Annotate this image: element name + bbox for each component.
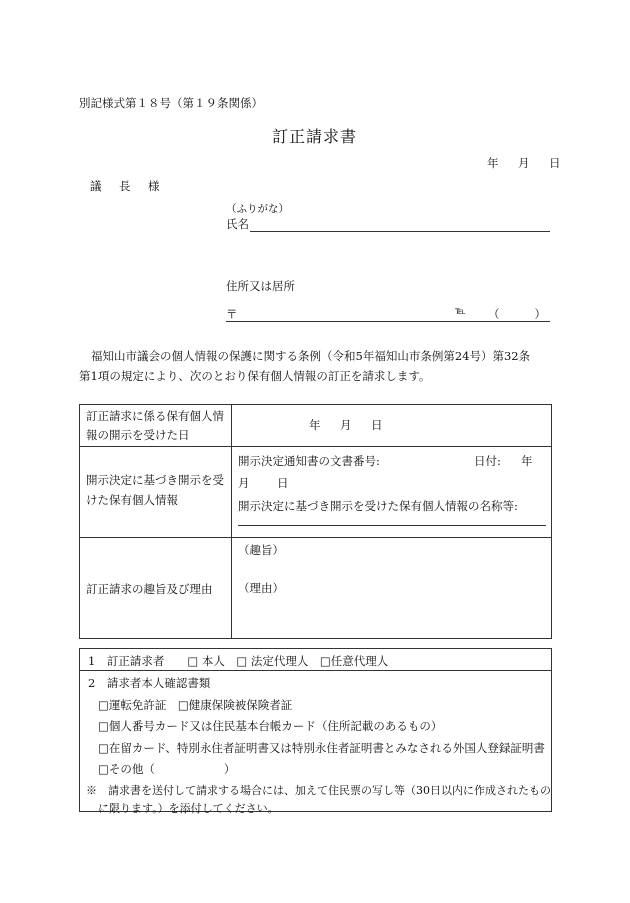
- tel-label: ℡: [455, 306, 466, 317]
- note-line-2: に限ります。）を添付してください。: [98, 802, 279, 815]
- request-table: [79, 404, 552, 639]
- address-label: 住所又は居所: [226, 279, 295, 293]
- disclosed-info-label-cell: [80, 447, 232, 538]
- purpose-reason-value-cell[interactable]: [232, 538, 552, 639]
- disclosed-info-label-1: 開示決定に基づき開示を受: [86, 473, 224, 487]
- requester-box: [79, 648, 552, 815]
- doc-date-label: 日付:: [474, 454, 501, 468]
- received-date-label-1: 訂正請求に係る保有個人情: [86, 409, 224, 423]
- name-field-line[interactable]: [250, 231, 550, 232]
- purpose-label: （趣旨）: [238, 543, 284, 557]
- id-doc-4[interactable]: □その他（ ）: [98, 762, 236, 776]
- reason-label: （理由）: [238, 581, 284, 595]
- info-name-line: [238, 525, 546, 526]
- id-doc-1[interactable]: □運転免許証 □健康保険被保険者証: [98, 698, 293, 712]
- disclosed-info-label-2: けた保有個人情報: [86, 493, 178, 507]
- id-docs-heading: 2 請求者本人確認書類: [88, 676, 211, 690]
- purpose-reason-label-cell: [80, 538, 232, 639]
- intro-line-2: 第1項の規定により、次のとおり保有個人情報の訂正を請求します。: [79, 369, 431, 383]
- received-date-label-2: 報の開示を受けた日: [86, 428, 190, 442]
- form-number: 別記様式第１８号（第１９条関係）: [79, 96, 263, 110]
- name-label: 氏名: [226, 217, 249, 231]
- request-date: 年 月 日: [487, 156, 565, 170]
- addressee: 議 長 様: [90, 179, 163, 193]
- disclosed-info-value-cell[interactable]: [232, 447, 552, 538]
- received-date-value-cell[interactable]: [232, 405, 552, 447]
- purpose-reason-label: 訂正請求の趣旨及び理由: [86, 582, 213, 596]
- doc-date-year: 年: [521, 454, 533, 468]
- page-title: 訂正請求書: [272, 127, 358, 146]
- info-name-label: 開示決定に基づき開示を受けた保有個人情報の名称等:: [238, 499, 518, 513]
- received-date-value: 年 月 日: [309, 418, 387, 432]
- note-line-1: ※ 請求書を送付して請求する場合には、加えて住民票の写し等（30日以内に作成されたもの: [86, 784, 551, 797]
- doc-number-label: 開示決定通知書の文書番号:: [238, 454, 380, 468]
- postal-mark: 〒: [226, 307, 238, 321]
- requester-type[interactable]: 1 訂正請求者 □ 本人 □ 法定代理人 □任意代理人: [88, 654, 389, 668]
- requester-divider: [80, 670, 551, 671]
- id-doc-2[interactable]: □個人番号カード又は住民基本台帳カード（住所記載のあるもの）: [98, 719, 443, 733]
- doc-date-rest: 月 日: [238, 476, 297, 490]
- received-date-label-cell: [80, 405, 232, 447]
- id-doc-3[interactable]: □在留カード、特別永住者証明書又は特別永住者証明書とみなされる外国人登録証明書: [98, 741, 545, 755]
- intro-line-1: 福知山市議会の個人情報の保護に関する条例（令和5年福知山市条例第24号）第32条: [91, 349, 531, 363]
- tel-paren: （ ）: [488, 307, 550, 321]
- furigana-label: （ふりがな）: [226, 203, 289, 215]
- address-field-line[interactable]: [226, 321, 550, 322]
